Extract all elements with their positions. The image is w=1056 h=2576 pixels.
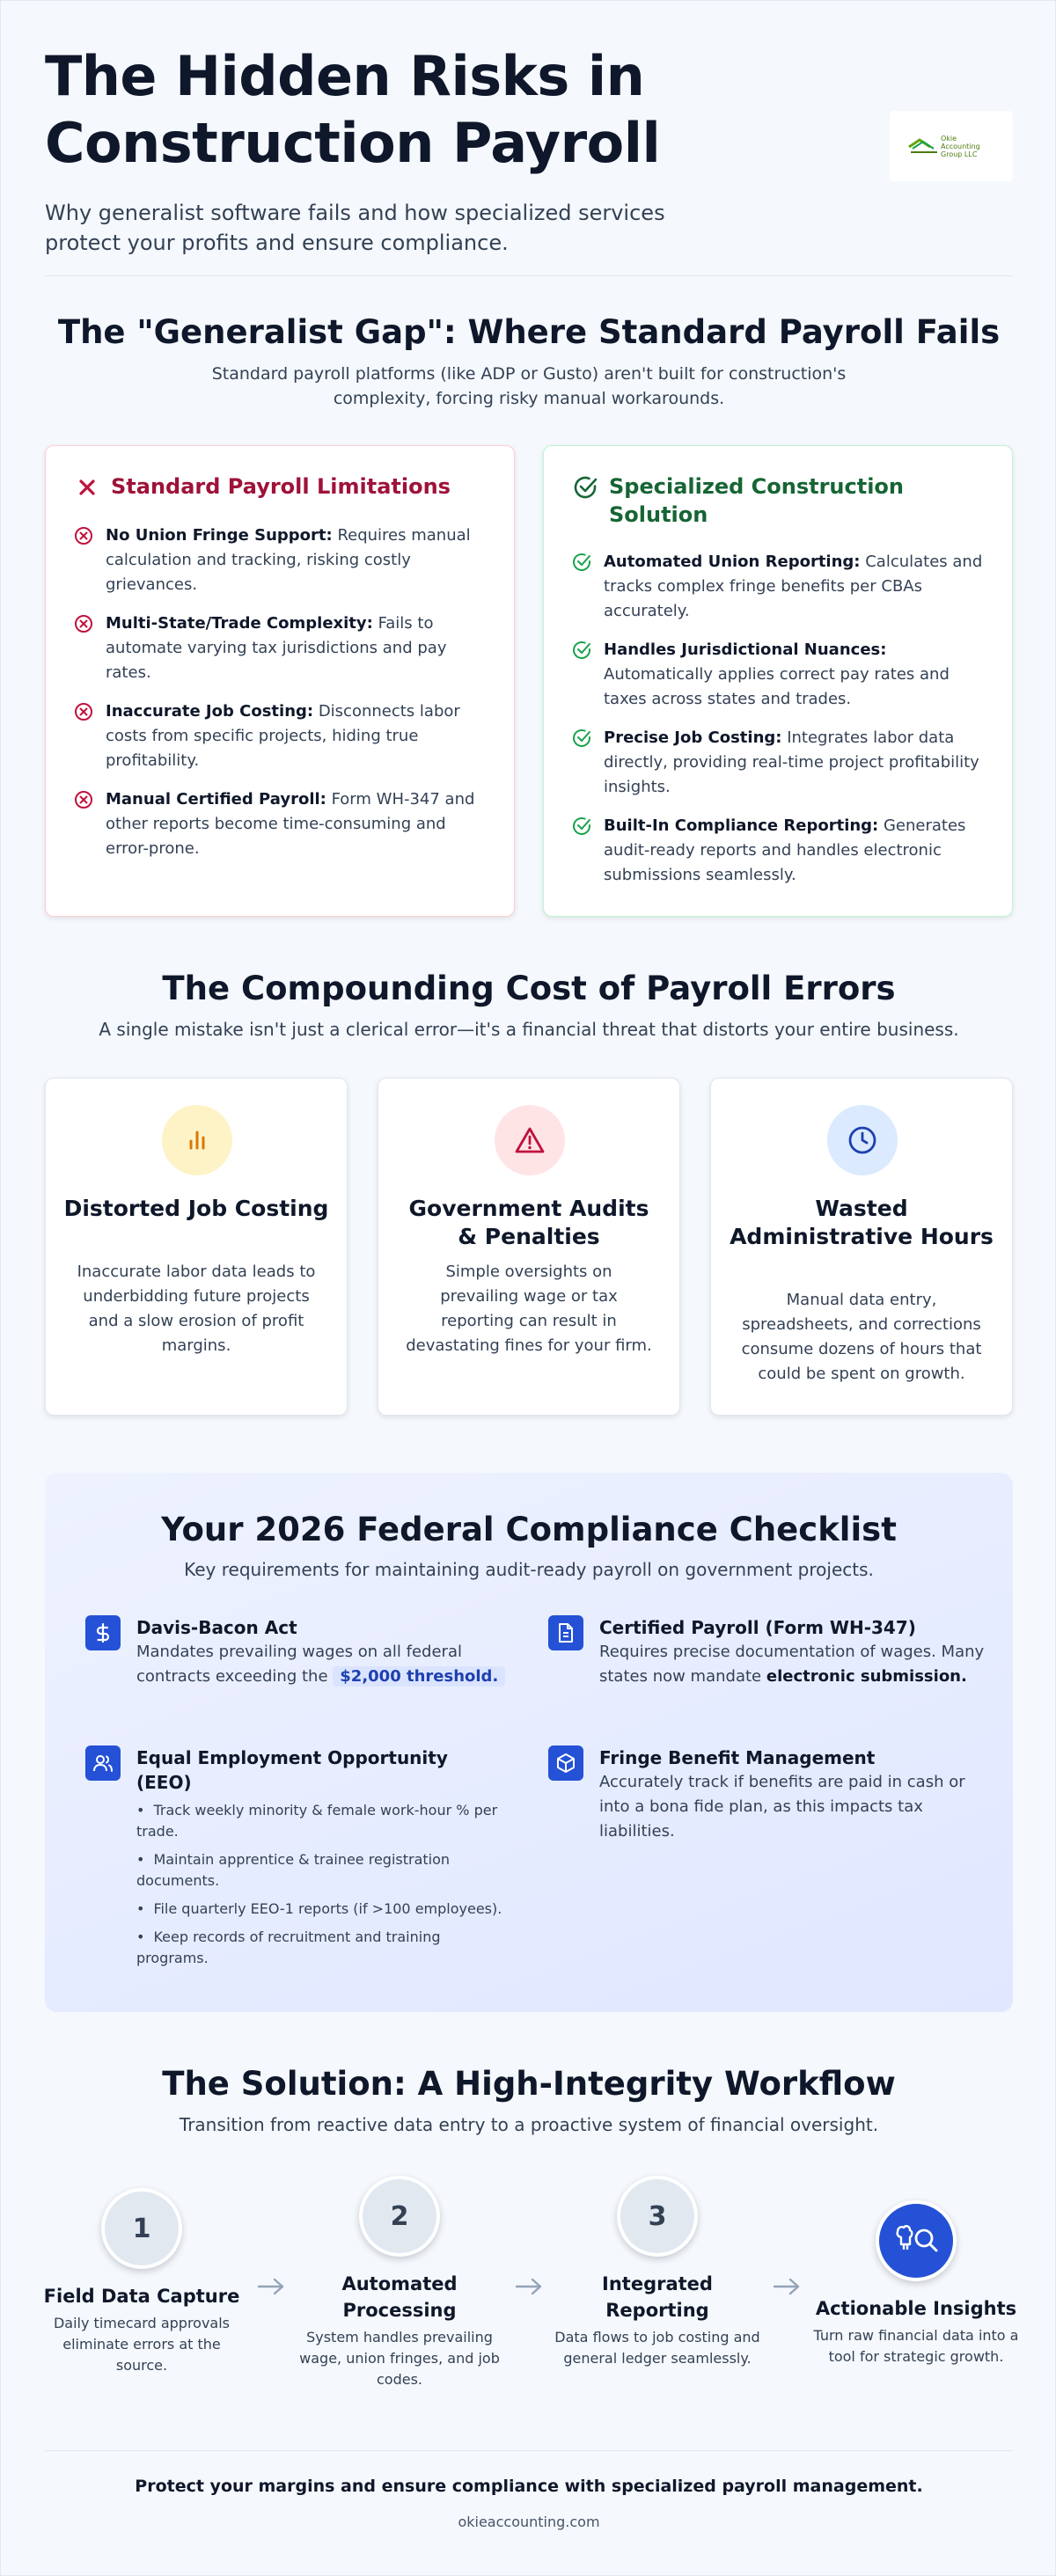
step-text: System handles prevailing wage, union fringes, and job codes. <box>299 2329 500 2388</box>
logo-text: Okie Accounting Group LLC <box>941 134 980 158</box>
logo-mark-icon <box>907 136 939 156</box>
cost-card-title: Wasted Administrative Hours <box>730 1196 994 1249</box>
list-item: • Track weekly minority & female work-hour % per trade. <box>136 1800 508 1842</box>
check-circle-icon <box>572 816 591 836</box>
step-number: 3 <box>617 2176 698 2257</box>
page-subtitle: Why generalist software fails and how specialized services protect your profits and ensure compliance. <box>45 201 665 255</box>
card-title: Specialized Construction Solution <box>609 474 904 527</box>
step-text: Turn raw financial data into a tool for strategic growth. <box>813 2327 1019 2365</box>
compliance-checklist <box>45 1473 1013 2012</box>
step-text: Daily timecard approvals eliminate errors at the source. <box>53 2315 231 2374</box>
list-item: Inaccurate Job Costing: Disconnects labor costs from specific projects, hiding true profitability. <box>74 699 489 773</box>
cost-card-title: Distorted Job Costing <box>63 1196 329 1221</box>
workflow-step-2 <box>294 2176 505 2390</box>
box-icon <box>548 1745 583 1781</box>
check-circle-icon <box>572 728 591 748</box>
checklist-subtitle: Key requirements for maintaining audit-ready payroll on government projects. <box>184 1559 874 1580</box>
x-circle-icon <box>74 702 93 721</box>
warning-icon <box>495 1105 565 1175</box>
cost-card-audits <box>378 1078 680 1416</box>
list-item: Automated Union Reporting: Calculates and tracks complex fringe benefits per CBAs accurately. <box>572 550 987 624</box>
gap-title: The "Generalist Gap": Where Standard Payroll Fails <box>57 313 1001 351</box>
document-icon <box>548 1615 583 1650</box>
checklist-item-text: Accurately track if benefits are paid in cash or into a bona fide plan, as this impacts tax liabilities. <box>599 1773 965 1841</box>
dollar-icon <box>85 1615 121 1650</box>
arrow-right-icon <box>514 2276 544 2297</box>
gap-subtitle: Standard payroll platforms (like ADP or Gusto) aren't built for construction's complexity, forcing risky manual workarounds. <box>211 364 847 408</box>
workflow-subtitle: Transition from reactive data entry to a proactive system of financial oversight. <box>179 2114 879 2135</box>
checklist-item-eeo <box>85 1745 508 1976</box>
workflow-step-4 <box>810 2200 1022 2367</box>
cost-subtitle: A single mistake isn't just a clerical error—it's a financial threat that distorts your entire business. <box>99 1019 959 1040</box>
list-item: • File quarterly EEO-1 reports (if >100 employees). <box>136 1899 508 1920</box>
checklist-item-certified-payroll <box>548 1615 988 1689</box>
cost-card-job-costing <box>45 1078 348 1416</box>
check-circle-icon <box>572 474 598 501</box>
cost-card-text: Manual data entry, spreadsheets, and corrections consume dozens of hours that could be spent on growth. <box>741 1291 982 1383</box>
clock-icon <box>827 1105 898 1175</box>
company-logo <box>890 111 1013 181</box>
arrow-right-icon <box>256 2276 286 2297</box>
list-item: No Union Fringe Support: Requires manual calculation and tracking, risking costly grievances. <box>74 523 489 597</box>
cost-card-title: Government Audits & Penalties <box>408 1196 649 1249</box>
limitations-list <box>74 523 489 875</box>
checklist-item-text: Mandates prevailing wages on all federal contracts exceeding the $2,000 threshold. <box>136 1640 517 1689</box>
checklist-item-davis-bacon <box>85 1615 517 1689</box>
eeo-requirements-list <box>136 1800 508 1969</box>
list-item: • Keep records of recruitment and training programs. <box>136 1927 508 1969</box>
checklist-item-title: Certified Payroll (Form WH-347) <box>599 1617 916 1638</box>
specialized-solution-card <box>543 445 1013 917</box>
card-heading <box>572 472 979 529</box>
step-number: 1 <box>101 2188 182 2269</box>
footer-url[interactable]: okieaccounting.com <box>458 2514 600 2530</box>
cost-card-text: Inaccurate labor data leads to underbidding future projects and a slow erosion of profit margins. <box>77 1262 316 1355</box>
checklist-item-title: Davis-Bacon Act <box>136 1617 297 1638</box>
x-icon <box>74 474 100 501</box>
step-title: Actionable Insights <box>815 2298 1017 2319</box>
list-item: Multi-State/Trade Complexity: Fails to automate varying tax jurisdictions and pay rates. <box>74 611 489 685</box>
checklist-item-title: Fringe Benefit Management <box>599 1747 876 1768</box>
divider <box>45 275 1013 276</box>
x-circle-icon <box>74 526 93 545</box>
workflow-step-3 <box>552 2176 763 2369</box>
checklist-title: Your 2026 Federal Compliance Checklist <box>161 1511 897 1548</box>
workflow-step-1 <box>36 2188 247 2376</box>
x-circle-icon <box>74 790 93 809</box>
card-heading <box>74 472 451 501</box>
step-number: 2 <box>359 2176 440 2257</box>
check-circle-icon <box>572 640 591 660</box>
list-item: Manual Certified Payroll: Form WH-347 and other reports become time-consuming and error-prone. <box>74 787 489 861</box>
page-title: The Hidden Risks in Construction Payroll <box>45 44 661 175</box>
divider <box>45 2450 1013 2451</box>
list-item: • Maintain apprentice & trainee registration documents. <box>136 1849 508 1892</box>
checklist-item-title: Equal Employment Opportunity (EEO) <box>136 1747 448 1793</box>
card-title: Standard Payroll Limitations <box>111 474 451 499</box>
list-item: Handles Jurisdictional Nuances: Automatically applies correct pay rates and taxes across states and trades. <box>572 638 987 712</box>
step-title: Integrated Reporting <box>602 2273 713 2321</box>
insights-icon <box>876 2200 957 2281</box>
step-title: Automated Processing <box>341 2273 458 2321</box>
footer-tagline: Protect your margins and ensure compliance with specialized payroll management. <box>135 2477 923 2496</box>
checklist-item-fringe-benefits <box>548 1745 979 1844</box>
cost-title: The Compounding Cost of Payroll Errors <box>162 970 896 1007</box>
list-item: Built-In Compliance Reporting: Generates audit-ready reports and handles electronic submissions seamlessly. <box>572 814 987 888</box>
threshold-highlight: $2,000 threshold. <box>333 1666 505 1687</box>
standard-limitations-card <box>45 445 515 917</box>
solutions-list <box>572 550 987 902</box>
arrow-right-icon <box>772 2276 802 2297</box>
list-item: Precise Job Costing: Integrates labor data directly, providing real-time project profitability insights. <box>572 726 987 800</box>
cost-card-admin-hours <box>710 1078 1013 1416</box>
checklist-item-text: Requires precise documentation of wages. Many states now mandate electronic submission. <box>599 1643 985 1686</box>
users-icon <box>85 1745 121 1781</box>
x-circle-icon <box>74 614 93 633</box>
hero-header <box>45 43 749 258</box>
step-title: Field Data Capture <box>43 2286 240 2307</box>
workflow-title: The Solution: A High-Integrity Workflow <box>162 2065 896 2103</box>
cost-card-text: Simple oversights on prevailing wage or tax reporting can result in devastating fines for your firm. <box>406 1262 652 1355</box>
step-text: Data flows to job costing and general ledger seamlessly. <box>554 2329 760 2367</box>
bar-chart-icon <box>162 1105 232 1175</box>
check-circle-icon <box>572 553 591 572</box>
